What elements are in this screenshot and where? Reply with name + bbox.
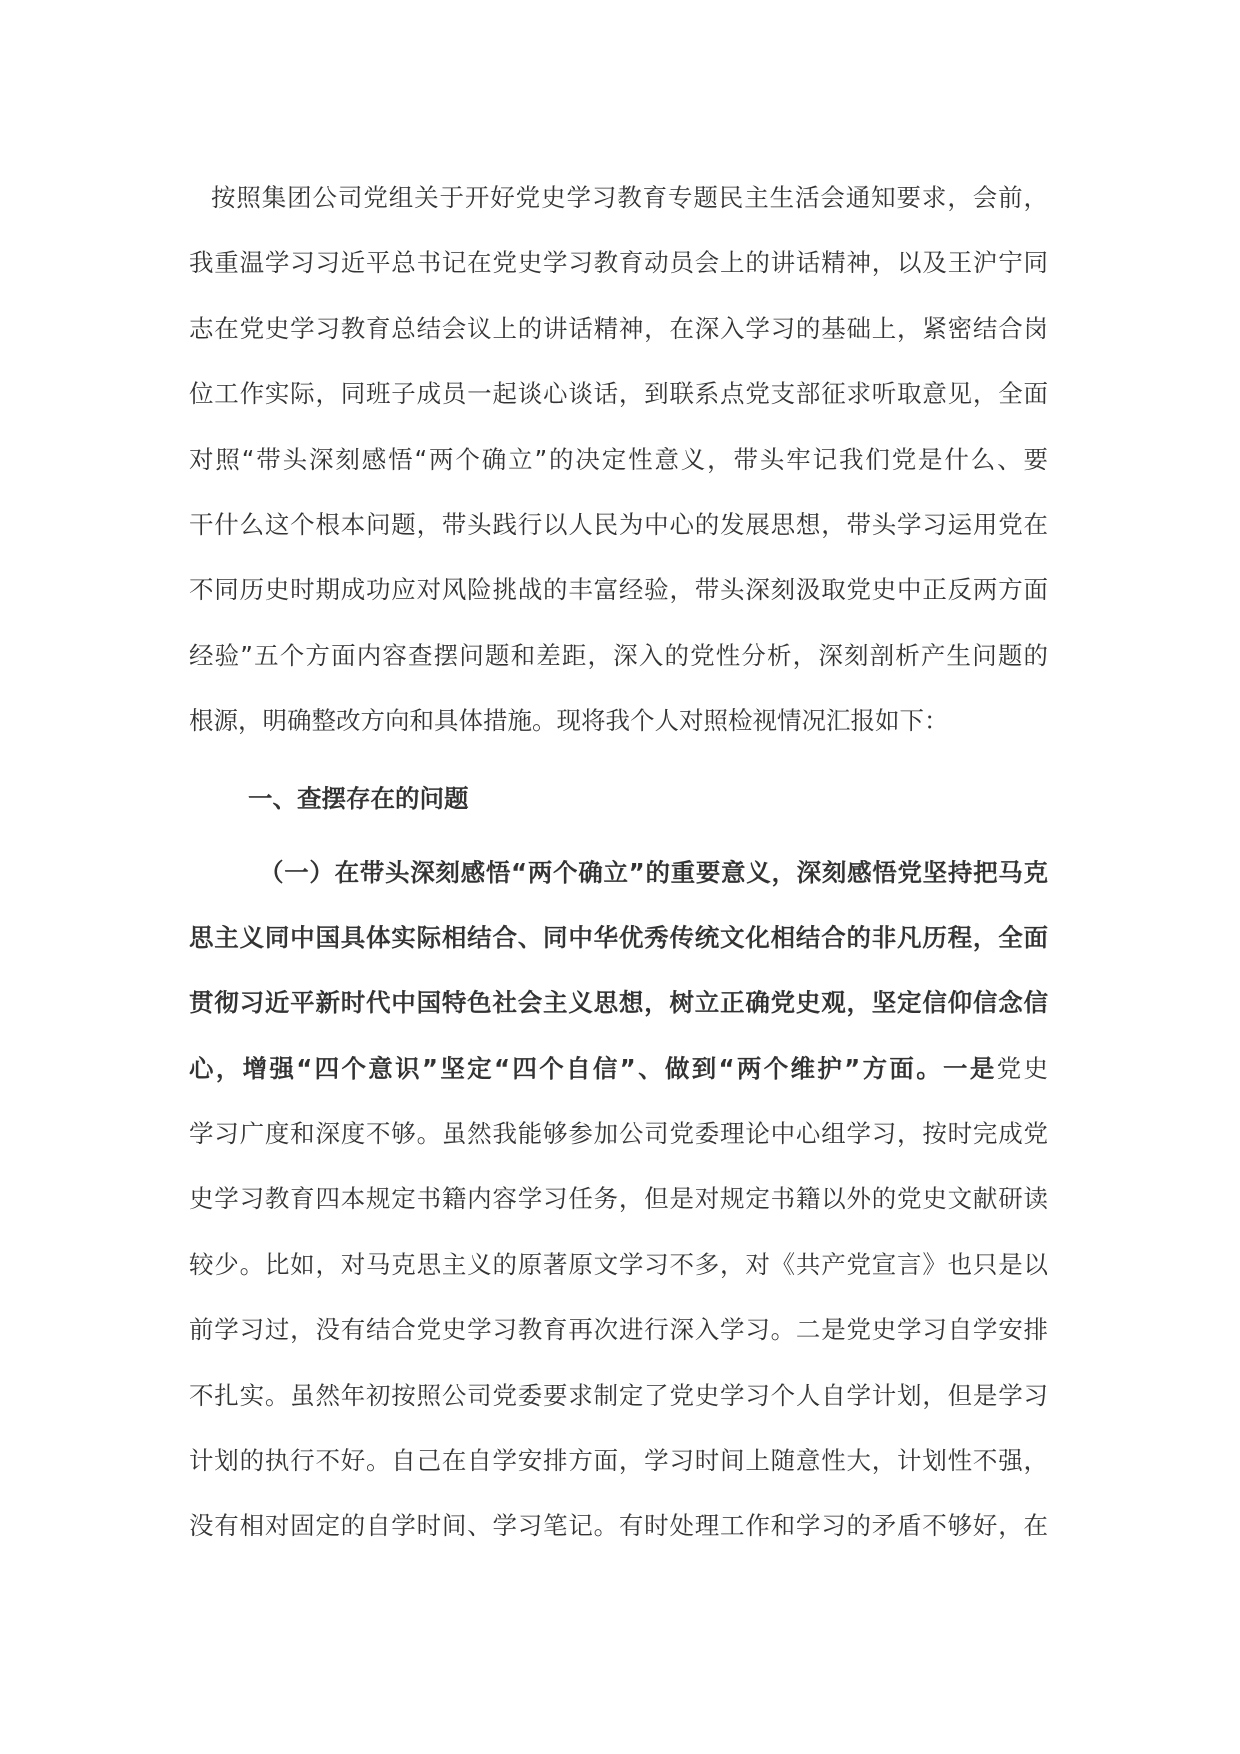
paragraph-line: 经验”五个方面内容查摆问题和差距，深入的党性分析，深刻剖析产生问题的 xyxy=(189,640,1048,670)
subsection-title-line: 思主义同中国具体实际相结合、同中华优秀传统文化相结合的非凡历程，全面 xyxy=(189,922,1048,952)
paragraph-line: 位工作实际，同班子成员一起谈心谈话，到联系点党支部征求听取意见，全面 xyxy=(189,379,1048,409)
body-text-start: 党史 xyxy=(996,1053,1048,1083)
intro-paragraph xyxy=(189,165,1048,754)
subsection-title-end: 心，增强“四个意识”坚定“四个自信”、做到“两个维护”方面。一是 xyxy=(189,1053,997,1083)
paragraph-line: 干什么这个根本问题，带头践行以人民为中心的发展思想，带头学习运用党在 xyxy=(189,509,1048,539)
paragraph-line: 学习广度和深度不够。虽然我能够参加公司党委理论中心组学习，按时完成党 xyxy=(189,1119,1048,1149)
section-heading: 一、查摆存在的问题 xyxy=(248,783,469,813)
paragraph-line: 根源，明确整改方向和具体措施。现将我个人对照检视情况汇报如下： xyxy=(189,706,949,736)
document-page xyxy=(189,165,1048,1559)
paragraph-line: 按照集团公司党组关于开好党史学习教育专题民主生活会通知要求，会前， xyxy=(211,183,1048,212)
paragraph-line: 对照“带头深刻感悟“两个确立”的决定性意义，带头牢记我们党是什么、要 xyxy=(189,444,1048,474)
paragraph-line: 我重温学习习近平总书记在党史学习教育动员会上的讲话精神，以及王沪宁同 xyxy=(189,248,1048,278)
paragraph-line: 没有相对固定的自学时间、学习笔记。有时处理工作和学习的矛盾不够好，在 xyxy=(189,1511,1048,1541)
paragraph-line: 计划的执行不好。自己在自学安排方面，学习时间上随意性大，计划性不强， xyxy=(189,1446,1048,1476)
paragraph-line: 前学习过，没有结合党史学习教育再次进行深入学习。二是党史学习自学安排 xyxy=(189,1315,1048,1345)
subsection-title-line: 贯彻习近平新时代中国特色社会主义思想，树立正确党史观，坚定信仰信念信 xyxy=(189,988,1048,1018)
subsection-title-line: （一）在带头深刻感悟“两个确立”的重要意义，深刻感悟党坚持把马克 xyxy=(259,857,1048,887)
paragraph-line: 志在党史学习教育总结会议上的讲话精神，在深入学习的基础上，紧密结合岗 xyxy=(189,313,1048,343)
paragraph-line: 史学习教育四本规定书籍内容学习任务，但是对规定书籍以外的党史文献研读 xyxy=(189,1184,1048,1214)
mixed-line xyxy=(189,1036,1048,1101)
paragraph-line: 较少。比如，对马克思主义的原著原文学习不多，对《共产党宣言》也只是以 xyxy=(189,1249,1048,1279)
paragraph-line: 不扎实。虽然年初按照公司党委要求制定了党史学习个人自学计划，但是学习 xyxy=(189,1380,1048,1410)
paragraph-line: 不同历史时期成功应对风险挑战的丰富经验，带头深刻汲取党史中正反两方面 xyxy=(189,575,1048,605)
subsection-paragraph xyxy=(189,840,1048,1559)
